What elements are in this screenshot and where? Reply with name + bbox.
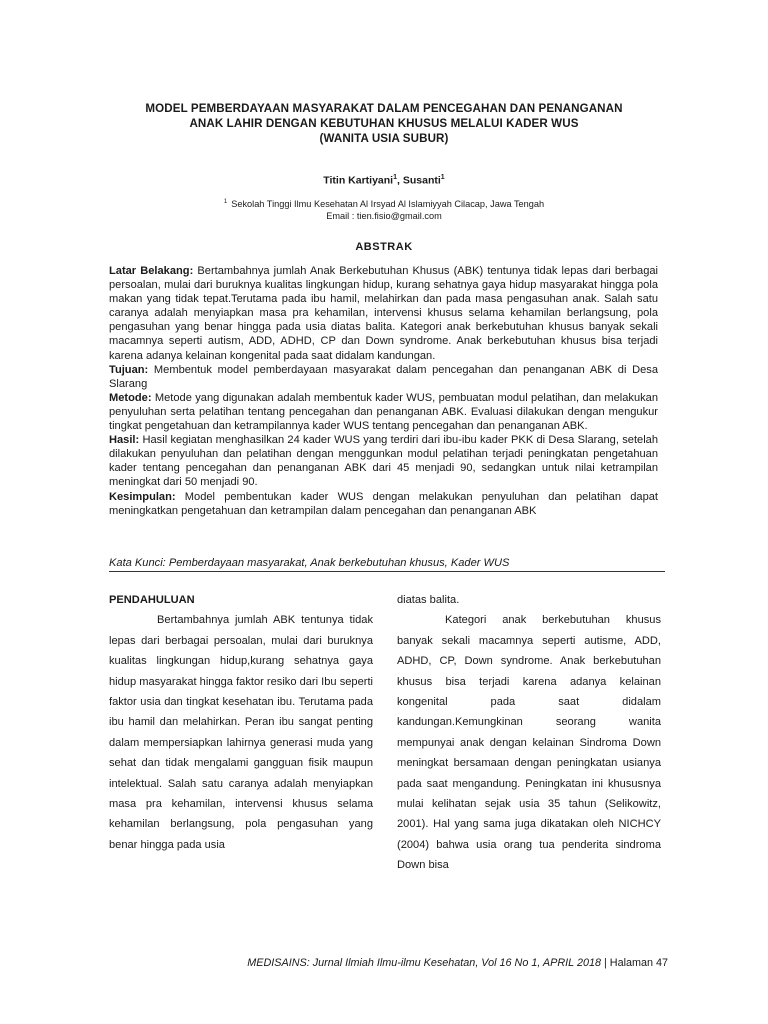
right-column [397, 590, 661, 876]
conclusion-text: Model pembentukan kader WUS dengan melakukan penyuluhan dan pelatihan dapat meningkatkan pengetahuan dan ketrampilan dalam pencegahan dan penanganan ABK [109, 490, 658, 517]
abstract-heading: ABSTRAK [355, 241, 413, 253]
conclusion-label: Kesimpulan: [109, 490, 176, 503]
author-affiliation-mark: 1 [440, 174, 445, 181]
paper-title [100, 101, 668, 146]
abstract-conclusion [109, 490, 658, 518]
abstract-method [109, 391, 658, 433]
author-affiliation-mark: 1 [393, 174, 398, 181]
section-heading: PENDAHULUAN [109, 594, 195, 606]
page-number: Halaman 47 [609, 957, 668, 969]
abstract-purpose [109, 363, 658, 391]
purpose-label: Tujuan: [109, 363, 149, 376]
results-label: Hasil: [109, 434, 140, 447]
method-label: Metode: [109, 391, 152, 404]
author-list [200, 174, 568, 187]
footer-separator: | [600, 957, 610, 969]
background-label: Latar Belakang: [109, 265, 194, 277]
purpose-text: Membentuk model pemberdayaan masyarakat dalam pencegahan dan penanganan ABK di Desa Slarang [109, 363, 658, 390]
author-name: Susanti [402, 174, 441, 187]
keywords: Kata Kunci: Pemberdayaan masyarakat, Anak berkebutuhan khusus, Kader WUS [109, 557, 665, 572]
method-text: Metode yang digunakan adalah membentuk kader WUS, pembuatan modul pelatihan, dan melakukan penyuluhan serta pelatihan tentang pencegahan dan penanganan ABK. Evaluasi dilakukan dengan mengukur tingkat pengetahuan dan ketrampilannya kader WUS tentang pencegahan dan penanganan ABK. [109, 391, 658, 433]
abstract-results [109, 433, 658, 489]
journal-citation: MEDISAINS: Jurnal Ilmiah Ilmu-ilmu Kesehatan, Vol 16 No 1, APRIL 2018 [247, 957, 601, 969]
affiliation [150, 197, 618, 222]
title-line-2: ANAK LAHIR DENGAN KEBUTUHAN KHUSUS MELALUI KADER WUS [189, 117, 579, 130]
title-line-3: (WANITA USIA SUBUR) [319, 132, 449, 145]
author-separator: , [397, 174, 403, 187]
results-text: Hasil kegiatan menghasilkan 24 kader WUS yang terdiri dari ibu-ibu kader PKK di Desa Slarang, setelah dilakukan penyuluhan dan pelatihan dengan menggunkan modul pelatihan terjadi peningkatan pengetahuan kader tentang pencegahan dan penanganan ABK dari 45 menjadi 90, sedangkan untuk nilai ketrampilan meningkat dari 50 menjadi 90. [109, 434, 658, 489]
affiliation-mark: 1 [223, 199, 228, 205]
paragraph-continuation: diatas balita. [397, 594, 460, 606]
paragraph: Bertambahnya jumlah ABK tentunya tidak lepas dari berbagai persoalan, mulai dari buruknya kualitas lingkungan hidup,kurang sehatnya gaya hidup masyarakat hingga faktor resiko dari Ibu seperti faktor usia dan tingkat kesehatan ibu. Terutama pada ibu hamil dan melahirkan. Peran ibu sangat penting dalam mempersiapkan lahirnya generasi muda yang sehat dan tidak mengalami gangguan fisik maupun intelektual. Salah satu caranya adalah menyiapkan masa pra kehamilan, intervensi khusus selama kehamilan berlangsung, pola pengasuhan yang benar hingga pada usia [109, 614, 373, 851]
affiliation-email: Email : tien.fisio@gmail.com [326, 210, 442, 221]
left-column [109, 590, 373, 855]
author-name: Titin Kartiyani [323, 174, 394, 187]
page-footer [100, 957, 668, 969]
abstract-background [109, 264, 658, 363]
title-line-1: MODEL PEMBERDAYAAN MASYARAKAT DALAM PENCEGAHAN DAN PENANGANAN [145, 102, 623, 115]
affiliation-institution: Sekolah Tinggi Ilmu Kesehatan Al Irsyad Al Islamiyyah Cilacap, Jawa Tengah [231, 199, 545, 210]
background-text: Bertambahnya jumlah Anak Berkebutuhan Khusus (ABK) tentunya tidak lepas dari berbagai persoalan, mulai dari buruknya kualitas lingkungan hidup, kurang sehatnya gaya hidup masyarakat hingga pola makan yang tidak tepat.Terutama pada ibu hamil, melahirkan dan pada masa pengasuhan anak. Salah satu caranya adalah menyiapkan masa pra kehamilan, intervensi khusus selama kehamilan berlangsung, pola pengasuhan yang benar hingga pada usia diatas balita. Kategori anak berkebutuhan khusus banyak sekali macamnya seperti autism, ADD, ADHD, CP dan Down syndrome. Anak berkebutuhan khusus bisa terjadi karena adanya kelainan kongenital pada saat didalam kandungan. [109, 265, 658, 362]
abstract-body [109, 264, 658, 518]
paragraph: Kategori anak berkebutuhan khusus banyak sekali macamnya seperti autisme, ADD, ADHD, CP, Down syndrome. Anak berkebutuhan khusus bisa terjadi karena adanya kelainan kongenital pada saat didalam kandungan.Kemungkinan seorang wanita mempunyai anak dengan kelainan Sindroma Down meningkat bersamaan dengan peningkatan usianya pada saat mengandung. Peningkatan ini khususnya mulai kelihatan sejak usia 35 tahun (Selikowitz, 2001). Hal yang sama juga dikatakan oleh NICHCY (2004) bahwa usia orang tua penderita sindroma Down bisa [397, 614, 661, 872]
